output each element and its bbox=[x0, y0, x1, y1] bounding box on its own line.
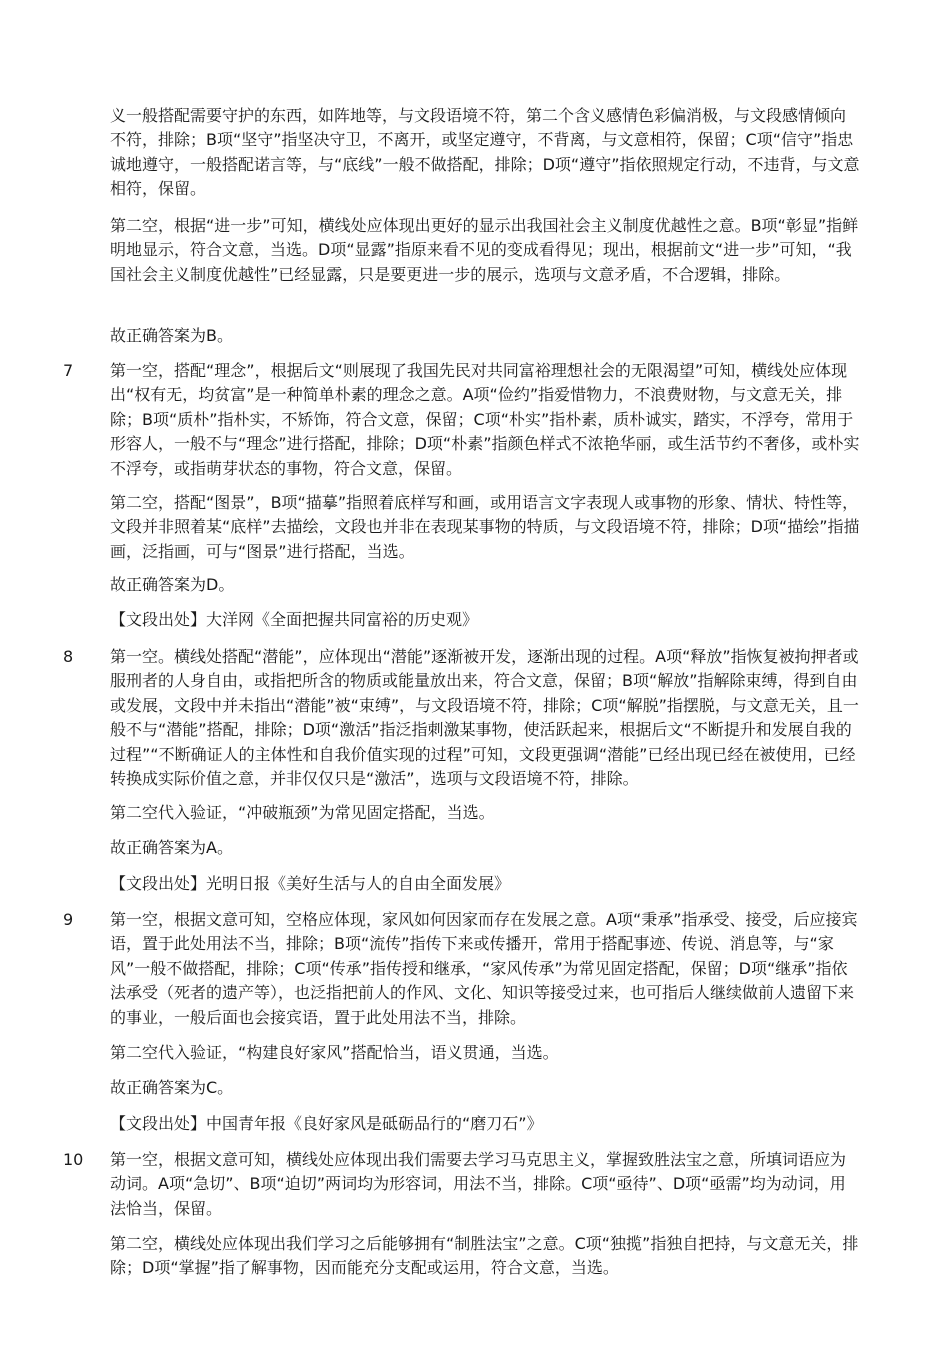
q8-blank1-explanation: 第一空。横线处搭配“潜能”，应体现出“潜能”逐渐被开发，逐渐出现的过程。A项“释放”指恢复被拘押者或服刑者的人身自由，或指把所含的物质或能量放出来，符合文意，保留；B项“解放”指解除束缚，得到自由或发展，文段中并未指出“潜能”被“束缚”，与文段语境不符，排除；C项“解脱”指摆脱，与文意无关，且一般不与“潜能”搭配，排除；D项“激活”指泛指刺激某事物，使活跃起来，根据后文“不断提升和发展自我的过程”“不断确证人的主体性和自我价值实现的过程”可知，文段更强调“潜能”已经出现已经在被使用，已经转换成实际价值之意，并非仅仅只是“激活”，选项与文段语境不符，排除。 bbox=[110, 647, 859, 789]
q7-blank2-explanation: 第二空，搭配“图景”，B项“描摹”指照着底样写和画，或用语言文字表现人或事物的形象、情状、特性等，文段并非照着某“底样”去描绘，文段也并非在表现某事物的特质，与文段语境不符，排除；D项“描绘”指描画，泛指画，可与“图景”进行搭配，当选。 bbox=[110, 493, 860, 561]
q8-source: 【文段出处】光明日报《美好生活与人的自由全面发展》 bbox=[110, 874, 511, 893]
q10-blank2-explanation: 第二空，横线处应体现出我们学习之后能够拥有“制胜法宝”之意。C项“独揽”指独自把持，与文意无关，排除；D项“掌握”指了解事物，因而能充分支配或运用，符合文意，当选。 bbox=[110, 1234, 859, 1278]
q9-blank1-explanation: 第一空，根据文意可知，空格应体现，家风如何因家而存在发展之意。A项“秉承”指承受、接受，后应接宾语，置于此处用法不当，排除；B项“流传”指传下来或传播开，常用于搭配事迹、传说、消息等，与“家风”一般不做搭配，排除；C项“传承”指传授和继承，“家风传承”为常见固定搭配，保留；D项“继承”指依法承受（死者的遗产等），也泛指把前人的作风、文化、知识等接受过来，也可指后人继续做前人遗留下来的事业，一般后面也会接宾语，置于此处用法不当，排除。 bbox=[110, 910, 858, 1027]
q6-blank2-explanation: 第二空，根据“进一步”可知，横线处应体现出更好的显示出我国社会主义制度优越性之意。B项“彰显”指鲜明地显示，符合文意，当选。D项“显露”指原来看不见的变成看得见；现出，根据前文“进一步”可知，“我国社会主义制度优越性”已经显露，只是要更进一步的展示，选项与文意矛盾，不合逻辑，排除。 bbox=[110, 216, 859, 284]
q8-answer: 故正确答案为A。 bbox=[110, 838, 233, 857]
q9-blank2-explanation: 第二空代入验证，“构建良好家风”搭配恰当，语义贯通，当选。 bbox=[110, 1043, 559, 1062]
q7-answer: 故正确答案为D。 bbox=[110, 575, 235, 594]
q8-blank2-explanation: 第二空代入验证，“冲破瓶颈”为常见固定搭配，当选。 bbox=[110, 803, 495, 822]
q7-number: 7 bbox=[63, 361, 74, 380]
q6-answer: 故正确答案为B。 bbox=[110, 326, 233, 345]
q7-blank1-explanation: 第一空，搭配“理念”，根据后文“则展现了我国先民对共同富裕理想社会的无限渴望”可知，横线处应体现出“权有无，均贫富”是一种简单朴素的理念之意。A项“俭约”指爱惜物力，不浪费财物，与文意无关，排除；B项“质朴”指朴实，不矫饰，符合文意，保留；C项“朴实”指朴素，质朴诚实，踏实，不浮夸，常用于形容人，一般不与“理念”进行搭配，排除；D项“朴素”指颜色样式不浓艳华丽，或生活节约不奢侈，或朴实不浮夸，或指萌芽状态的事物，符合文意，保留。 bbox=[110, 361, 860, 478]
q6-blank1-continuation: 义一般搭配需要守护的东西，如阵地等，与文段语境不符，第二个含义感情色彩偏消极，与文段感情倾向不符，排除；B项“坚守”指坚决守卫，不离开，或坚定遵守，不背离，与文意相符，保留；C项“信守”指忠诚地遵守，一般搭配诺言等，与“底线”一般不做搭配，排除；D项“遵守”指依照规定行动，不违背，与文意相符，保留。 bbox=[110, 106, 860, 199]
q9-answer: 故正确答案为C。 bbox=[110, 1078, 234, 1097]
q8-number: 8 bbox=[63, 647, 74, 666]
q9-source: 【文段出处】中国青年报《良好家风是砥砺品行的“磨刀石”》 bbox=[110, 1114, 543, 1133]
q10-number: 10 bbox=[63, 1150, 84, 1169]
q10-blank1-explanation: 第一空，根据文意可知，横线处应体现出我们需要去学习马克思主义，掌握致胜法宝之意，所填词语应为动词。A项“急切”、B项“迫切”两词均为形容词，用法不当，排除。C项“亟待”、D项“亟需”均为动词，用法恰当，保留。 bbox=[110, 1150, 847, 1218]
q9-number: 9 bbox=[63, 910, 74, 929]
q7-source: 【文段出处】大洋网《全面把握共同富裕的历史观》 bbox=[110, 610, 479, 629]
